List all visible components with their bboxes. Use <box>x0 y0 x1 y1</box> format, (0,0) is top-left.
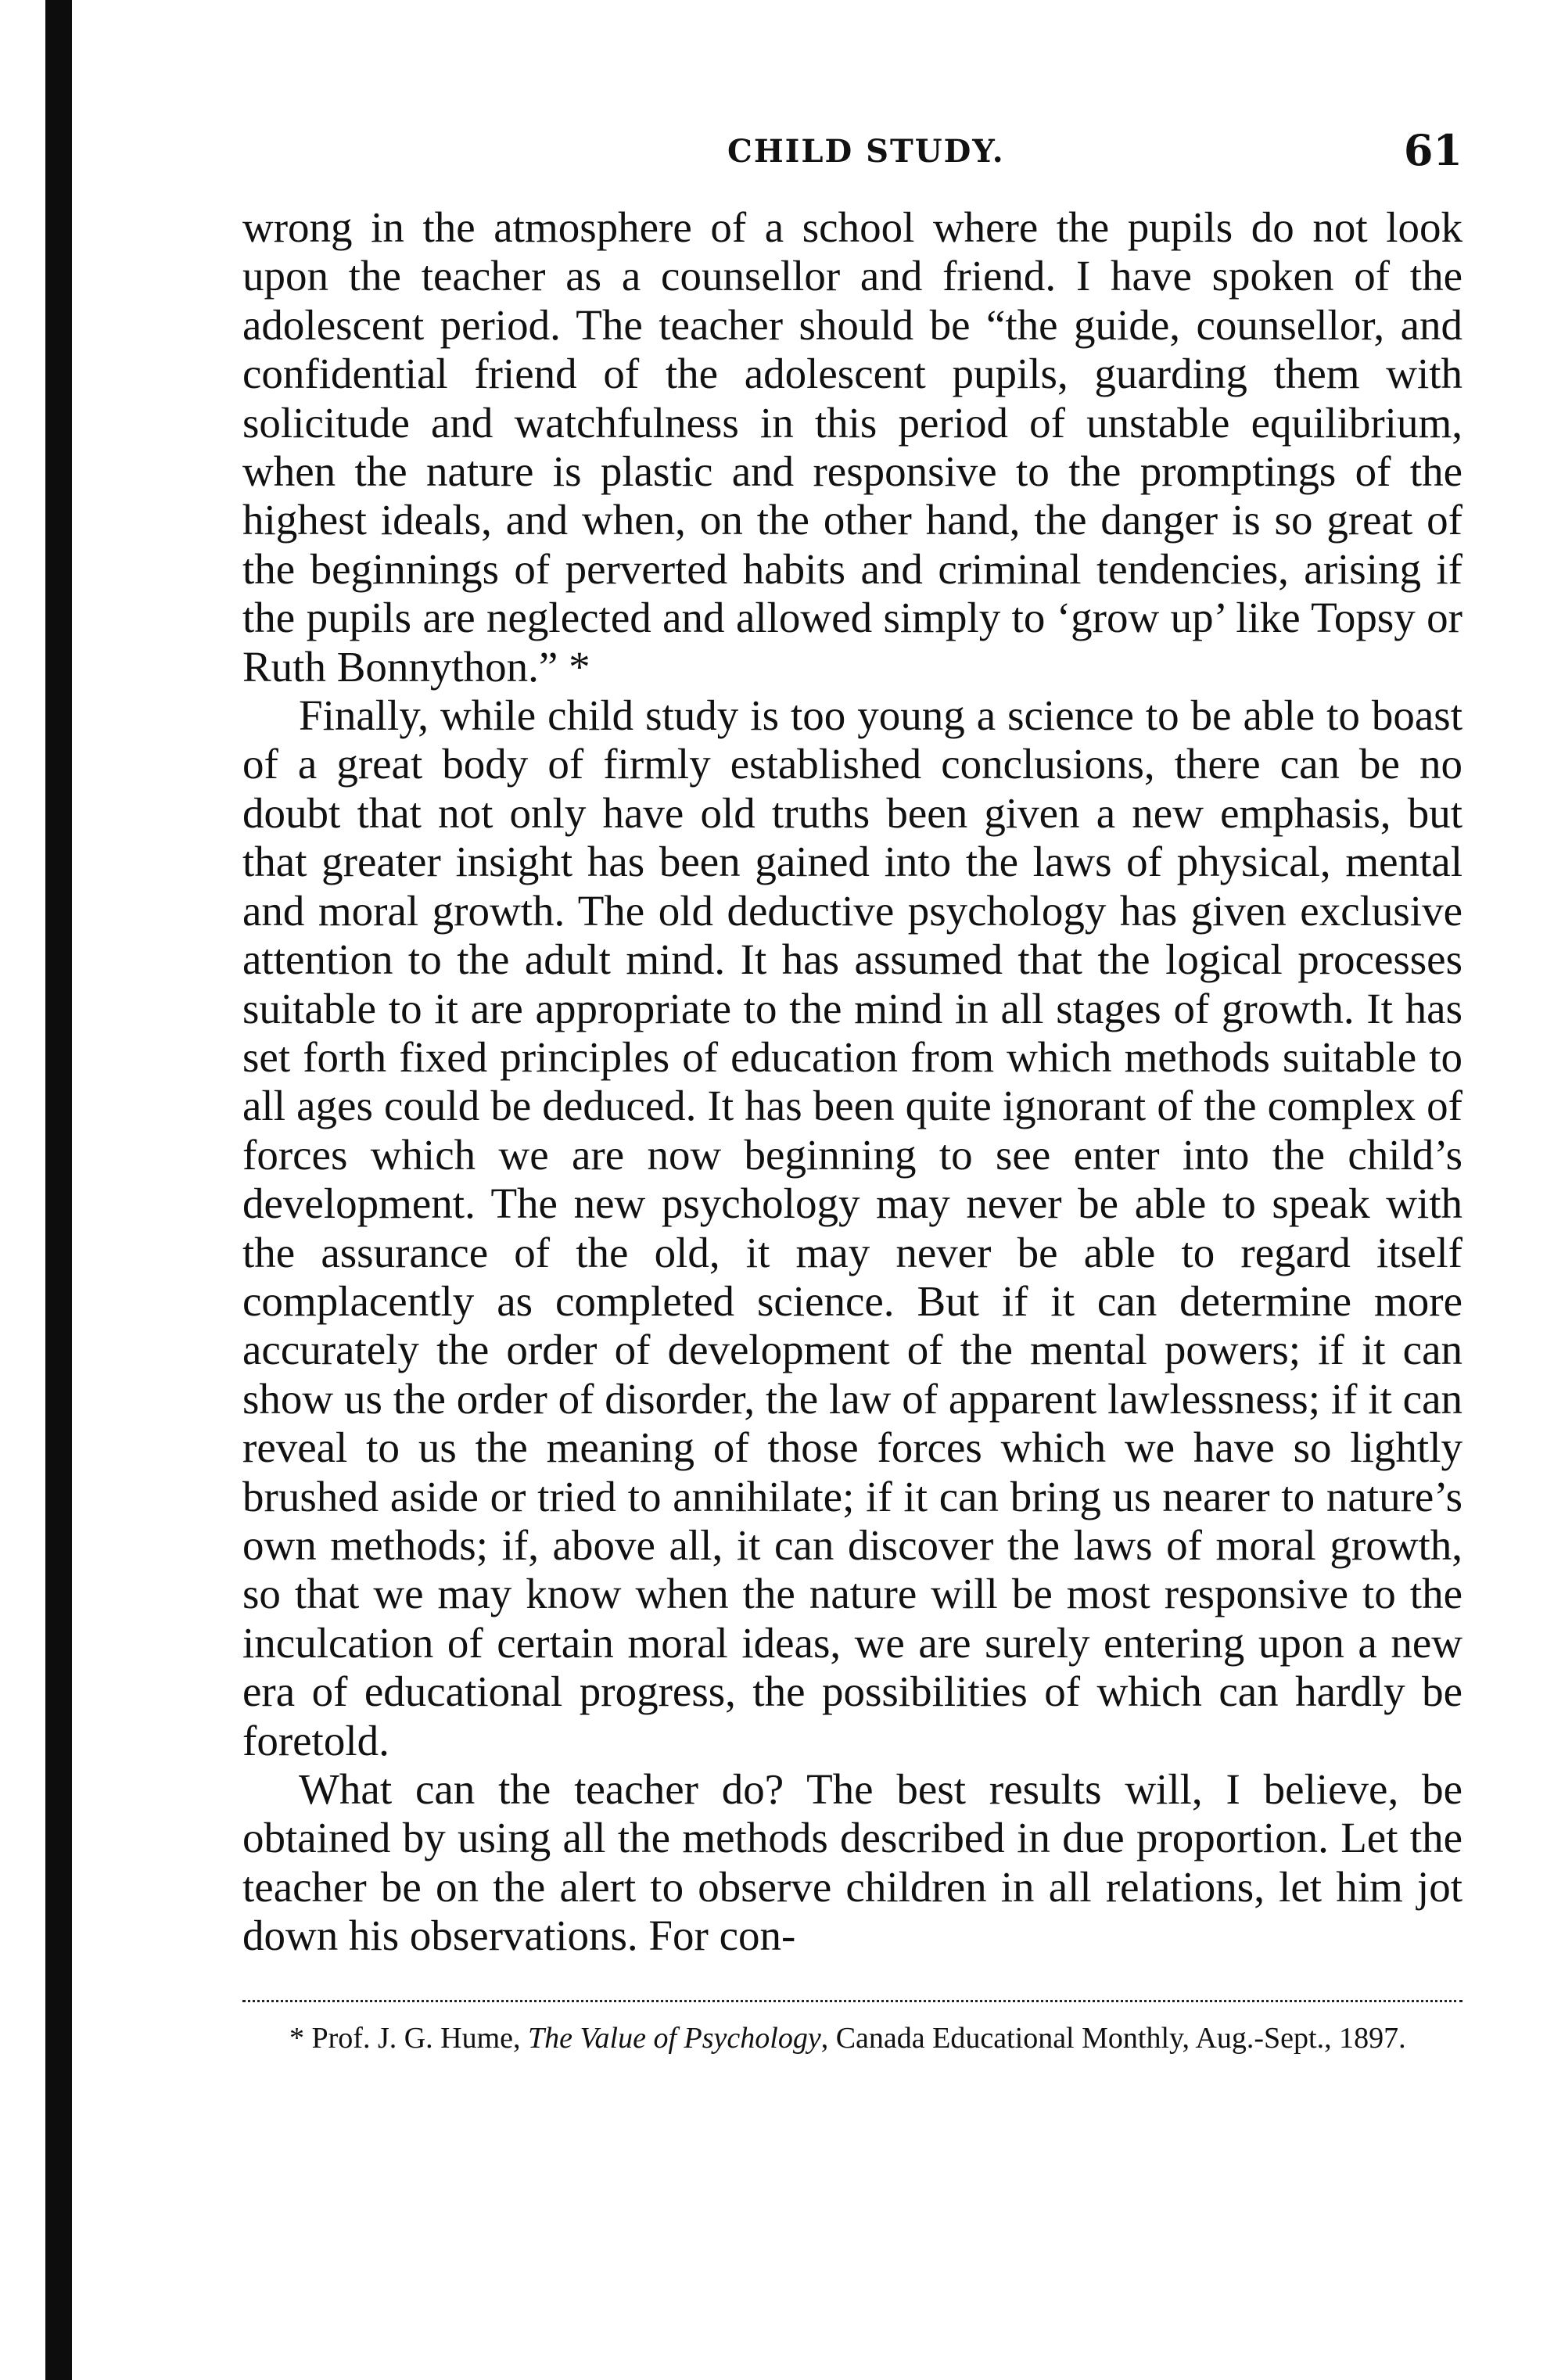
body-text <box>242 203 1462 1961</box>
footnote-title: The Value of Psychology <box>528 2021 821 2055</box>
page-number: 61 <box>1403 125 1462 175</box>
page-header <box>242 117 1462 203</box>
paragraph-finally: Finally, while child study is too young a science to be able to boast of a great body of firmly established conclusions, there can be no doubt that not only have old truths been given a new emphasis, but that greater insight has been gained into the laws of physical, mental and moral growth. The old deductive psychology has given exclusive attention to the adult mind. It has assumed that the logical processes suitable to it are appropriate to the mind in all stages of growth. It has set forth fixed principles of education from which methods suitable to all ages could be deduced. It has been quite ignorant of the complex of forces which we are now beginning to see enter into the child’s development. The new psychology may never be able to speak with the assurance of the old, it may never be able to regard itself complacently as completed science. But if it can determine more accurately the order of development of the mental powers; if it can show us the order of disorder, the law of apparent lawlessness; if it can reveal to us the meaning of those forces which we have so lightly brushed aside or tried to annihilate; if it can bring us nearer to nature’s own methods; if, above all, it can discover the laws of moral growth, so that we may know when the nature will be most responsive to the inculcation of certain moral ideas, we are surely entering upon a new era of educational progress, the possibilities of which can hardly be foretold. <box>242 691 1462 1764</box>
paragraph-teacher: What can the teacher do? The best results will, I believe, be obtained by using all the methods described in due proportion. Let the teacher be on the alert to observe children in all relations, let him jot down his observations. For con- <box>242 1765 1462 1960</box>
running-head: CHILD STUDY. <box>727 133 1005 170</box>
footnote-suffix: , Canada Educational Monthly, Aug.-Sept., 1897. <box>820 2021 1406 2055</box>
paragraph-continuation: wrong in the atmosphere of a school where the pupils do not look upon the teacher as a counsellor and friend. I have spoken of the adolescent period. The teacher should be “the guide, counsellor, and confidential friend of the adolescent pupils, guarding them with solicitude and watchfulness in this period of unstable equilibrium, when the nature is plastic and responsive to the promptings of the highest ideals, and when, on the other hand, the danger is so great of the beginnings of perverted habits and criminal tendencies, arising if the pupils are neglected and allowed simply to ‘grow up’ like Topsy or Ruth Bonnython.” * <box>242 203 1462 691</box>
book-page <box>242 117 1462 2057</box>
footnote <box>242 2019 1462 2057</box>
scan-binding-edge <box>45 0 72 2380</box>
footnote-prefix: * Prof. J. G. Hume, <box>289 2021 529 2055</box>
footnote-divider <box>242 2000 1462 2002</box>
